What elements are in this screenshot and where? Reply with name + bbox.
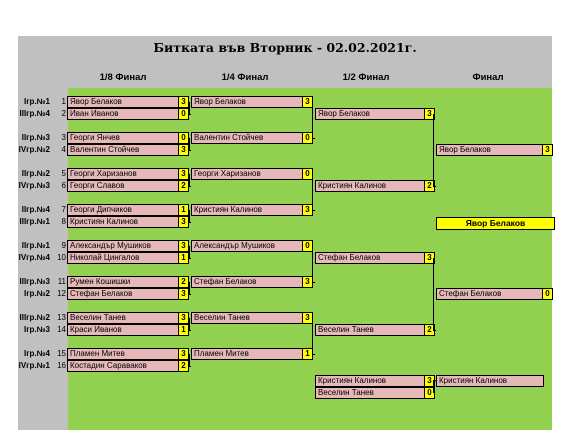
bracket-line [312, 138, 315, 139]
bracket-line [312, 102, 313, 139]
player-cell: Георги Дипчиков [67, 204, 179, 216]
player-cell: Явор Белаков [67, 96, 179, 108]
score-cell: 3 [424, 252, 435, 264]
score-cell: 0 [424, 387, 435, 399]
player-cell: Стефан Белаков [315, 252, 427, 264]
group-label: Iгр.№3 [23, 325, 50, 334]
player-cell: Стефан Белаков [191, 276, 303, 288]
player-cell: Валентин Стойчев [191, 132, 303, 144]
group-label: Iгр.№1 [23, 97, 50, 106]
player-cell: Кристиян Калинов [67, 216, 179, 228]
group-label: IIгр.№4 [21, 205, 50, 214]
seed-number: 9 [61, 241, 66, 250]
score-cell: 2 [424, 324, 435, 336]
player-cell: Кристиян Калинов [191, 204, 303, 216]
bracket-line [433, 186, 436, 187]
bracket-line [189, 294, 191, 295]
score-cell: 2 [178, 276, 189, 288]
bracket-line [189, 366, 191, 367]
seed-number: 1 [61, 97, 66, 106]
player-cell: Кристиян Калинов [436, 375, 544, 387]
score-cell: 0 [542, 288, 553, 300]
player-cell: Иван Иванов [67, 108, 179, 120]
group-label: IVгр.№3 [18, 181, 50, 190]
bracket-line [312, 210, 315, 211]
seed-number: 7 [61, 205, 66, 214]
score-cell: 3 [178, 312, 189, 324]
player-cell: Веселин Танев [67, 312, 179, 324]
score-cell: 0 [178, 108, 189, 120]
bracket-line [433, 114, 434, 187]
score-cell: 3 [302, 96, 313, 108]
seed-number: 15 [57, 349, 66, 358]
score-cell: 3 [178, 168, 189, 180]
group-label: IVгр.№1 [18, 361, 50, 370]
score-cell: 3 [424, 375, 435, 387]
seed-number: 3 [61, 133, 66, 142]
group-label: Iгр.№4 [23, 349, 50, 358]
round-header: Финал [472, 72, 504, 83]
score-cell: 1 [178, 252, 189, 264]
group-label: IIIгр.№1 [19, 217, 50, 226]
group-label: IIгр.№3 [21, 133, 50, 142]
player-cell: Пламен Митев [67, 348, 179, 360]
bracket-line [189, 186, 191, 187]
score-cell: 2 [178, 360, 189, 372]
score-cell: 3 [178, 216, 189, 228]
bracket-line [189, 330, 191, 331]
player-cell: Веселин Танев [315, 387, 427, 399]
bracket-line [433, 258, 434, 331]
bracket-line [433, 330, 436, 331]
player-cell: Валентин Стойчев [67, 144, 179, 156]
seed-number: 4 [61, 145, 66, 154]
bracket-line [189, 258, 191, 259]
seed-number: 11 [57, 277, 66, 286]
score-cell: 3 [178, 240, 189, 252]
score-cell: 3 [302, 312, 313, 324]
seed-number: 14 [57, 325, 66, 334]
score-cell: 3 [178, 96, 189, 108]
group-label: IIгр.№1 [21, 241, 50, 250]
bracket-line [433, 380, 434, 393]
seed-number: 16 [57, 361, 66, 370]
bracket-line [189, 222, 191, 223]
bracket-line [312, 174, 313, 211]
player-cell: Явор Белаков [191, 96, 303, 108]
seed-number: 13 [57, 313, 66, 322]
player-cell: Георги Янчев [67, 132, 179, 144]
player-cell: Кристиян Калинов [315, 375, 427, 387]
group-label: IIIгр.№2 [19, 313, 50, 322]
score-cell: 1 [178, 324, 189, 336]
score-cell: 3 [178, 288, 189, 300]
score-cell: 0 [302, 168, 313, 180]
group-label: IIIгр.№3 [19, 277, 50, 286]
player-cell: Георги Славов [67, 180, 179, 192]
score-cell: 3 [424, 108, 435, 120]
group-label: IIгр.№2 [21, 169, 50, 178]
player-cell: Стефан Белаков [67, 288, 179, 300]
bracket-line [189, 114, 191, 115]
seed-number: 8 [61, 217, 66, 226]
group-label: IIIгр.№4 [19, 109, 50, 118]
player-cell: Краси Иванов [67, 324, 179, 336]
player-cell: Явор Белаков [436, 144, 544, 156]
score-cell: 0 [302, 132, 313, 144]
player-cell: Александър Мушиков [191, 240, 303, 252]
group-label: Iгр.№2 [23, 289, 50, 298]
page-title: Битката във Вторник - 02.02.2021г. [153, 40, 417, 55]
score-cell: 2 [424, 180, 435, 192]
bracket-line [312, 354, 315, 355]
bracket-line [312, 246, 313, 283]
player-cell: Георги Харизанов [191, 168, 303, 180]
round-header: 1/4 Финал [221, 72, 269, 83]
group-label: IVгр.№4 [18, 253, 50, 262]
score-cell: 3 [178, 348, 189, 360]
score-cell: 2 [178, 180, 189, 192]
seed-number: 10 [57, 253, 66, 262]
score-cell: 0 [178, 132, 189, 144]
winner-cell: Явор Белаков [436, 217, 555, 230]
player-cell: Николай Цингалов [67, 252, 179, 264]
score-cell: 1 [302, 348, 313, 360]
bracket-line [433, 380, 436, 381]
seed-number: 5 [61, 169, 66, 178]
round-header: 1/8 Финал [99, 72, 147, 83]
player-cell: Костадин Саравакoв [67, 360, 179, 372]
round-header: 1/2 Финал [342, 72, 390, 83]
player-cell: Георги Харизанов [67, 168, 179, 180]
group-label: IVгр.№2 [18, 145, 50, 154]
player-cell: Явор Белаков [315, 108, 427, 120]
player-cell: Румен Кошишки [67, 276, 179, 288]
score-cell: 0 [302, 240, 313, 252]
score-cell: 3 [178, 144, 189, 156]
player-cell: Александър Мушиков [67, 240, 179, 252]
seed-number: 2 [61, 109, 66, 118]
player-cell: Веселин Танев [315, 324, 427, 336]
seed-number: 6 [61, 181, 66, 190]
bracket-line [312, 282, 315, 283]
seed-number: 12 [57, 289, 66, 298]
score-cell: 1 [178, 204, 189, 216]
score-cell: 3 [302, 276, 313, 288]
player-cell: Кристиян Калинов [315, 180, 427, 192]
score-cell: 3 [302, 204, 313, 216]
player-cell: Пламен Митев [191, 348, 303, 360]
bracket-line [312, 318, 313, 355]
score-cell: 3 [542, 144, 553, 156]
player-cell: Веселин Танев [191, 312, 303, 324]
bracket-line [189, 150, 191, 151]
player-cell: Стефан Белаков [436, 288, 544, 300]
